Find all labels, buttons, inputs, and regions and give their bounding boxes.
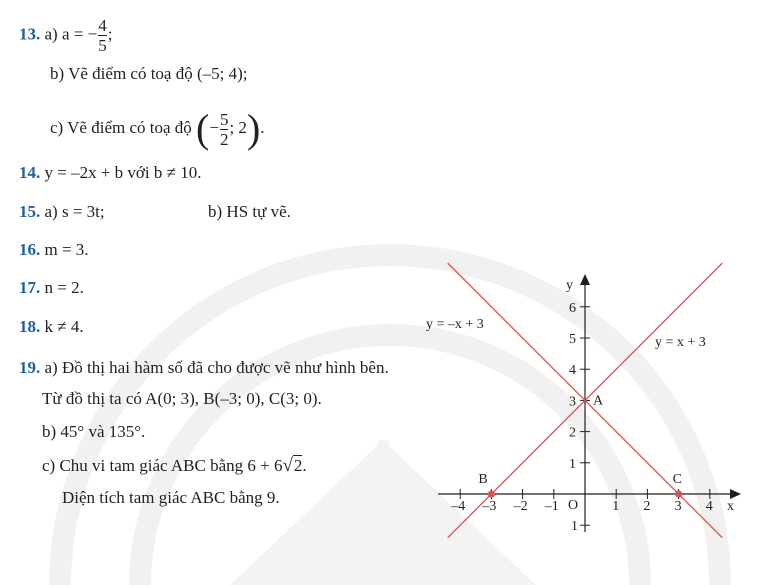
answer-text: m = 3. <box>44 240 89 259</box>
point-c-label: C <box>672 472 682 487</box>
answer-text: a) Đồ thị hai hàm số đã cho được vẽ như hình bên. <box>44 358 389 377</box>
line2-label: y = x + 3 <box>655 335 706 350</box>
answer-text: n = 2. <box>44 278 84 297</box>
answer-text: k ≠ 4. <box>44 317 84 336</box>
answer-text: c) Chu vi tam giác ABC bằng 6 + 6 <box>42 456 283 475</box>
answer-number: 13. <box>19 24 41 44</box>
y-tick-label: 1 <box>569 456 576 472</box>
answer-text: . <box>260 118 265 137</box>
answer-19-a2: Từ đồ thị ta có A(0; 3), B(–3; 0), C(3; 0). <box>42 389 322 408</box>
y-axis-label: y <box>566 278 573 293</box>
sqrt-radicand: 2 <box>293 456 303 475</box>
fraction-numerator: 5 <box>219 109 229 129</box>
answer-15-b: b) HS tự vẽ. <box>208 202 291 221</box>
answer-text: ; <box>107 24 113 44</box>
point-a-label: A <box>593 393 604 409</box>
x-tick-label: 4 <box>705 499 713 514</box>
x-tick-label: –4 <box>451 499 466 514</box>
y-tick-label: 4 <box>569 363 576 379</box>
y-tick-label: 2 <box>569 425 576 441</box>
minus-sign: − <box>209 118 219 137</box>
x-tick-label: –2 <box>513 499 528 514</box>
origin-label: O <box>568 498 579 513</box>
answer-number: 18. <box>19 317 41 336</box>
paren-right: ) <box>246 106 261 152</box>
answer-number: 17. <box>19 278 41 297</box>
y-axis-arrow <box>580 274 590 285</box>
answer-text: ; 2 <box>229 118 247 137</box>
answer-number: 15. <box>19 202 41 221</box>
x-tick-label: –3 <box>482 499 497 514</box>
graph-root <box>426 263 741 538</box>
answer-text: . <box>302 456 307 475</box>
y-tick-label: 6 <box>569 300 576 316</box>
x-tick-label: –1 <box>544 499 559 514</box>
x-tick-label: 2 <box>643 499 651 514</box>
point-c-marker <box>675 491 682 498</box>
answer-text: a) s = 3t; <box>44 202 105 221</box>
x-axis-label: x <box>727 499 734 514</box>
x-axis-arrow <box>730 489 741 499</box>
y-tick-label: 3 <box>569 394 576 410</box>
answer-number: 16. <box>19 240 41 259</box>
answer-13-b: b) Vẽ điểm có toạ độ (–5; 4); <box>50 64 248 83</box>
answer-19-d: Diện tích tam giác ABC bằng 9. <box>62 488 280 507</box>
line1-label: y = –x + 3 <box>426 317 484 332</box>
answer-19-c: c) Chu vi tam giác ABC bằng 6 + 6√2. <box>42 455 307 476</box>
fraction-numerator: 4 <box>98 16 107 35</box>
point-b-label: B <box>478 472 488 487</box>
x-tick-label: 1 <box>612 499 620 514</box>
paren-left: ( <box>196 106 210 152</box>
x-tick-label: 3 <box>674 499 682 514</box>
answer-text: c) Vẽ điểm có toạ độ <box>50 118 192 137</box>
answer-text: a) a = − <box>44 24 98 44</box>
fraction-denominator: 5 <box>98 36 107 55</box>
answer-19-b: b) 45° và 135°. <box>42 422 146 441</box>
answer-number: 14. <box>19 163 41 182</box>
y-tick-label-negative: 1 <box>571 519 578 535</box>
y-tick-label: 5 <box>569 332 576 347</box>
answer-text: y = –2x + b với b ≠ 10. <box>44 163 202 182</box>
fraction-denominator: 2 <box>219 129 229 149</box>
answer-number: 19. <box>19 358 41 377</box>
point-b-marker <box>488 491 495 498</box>
